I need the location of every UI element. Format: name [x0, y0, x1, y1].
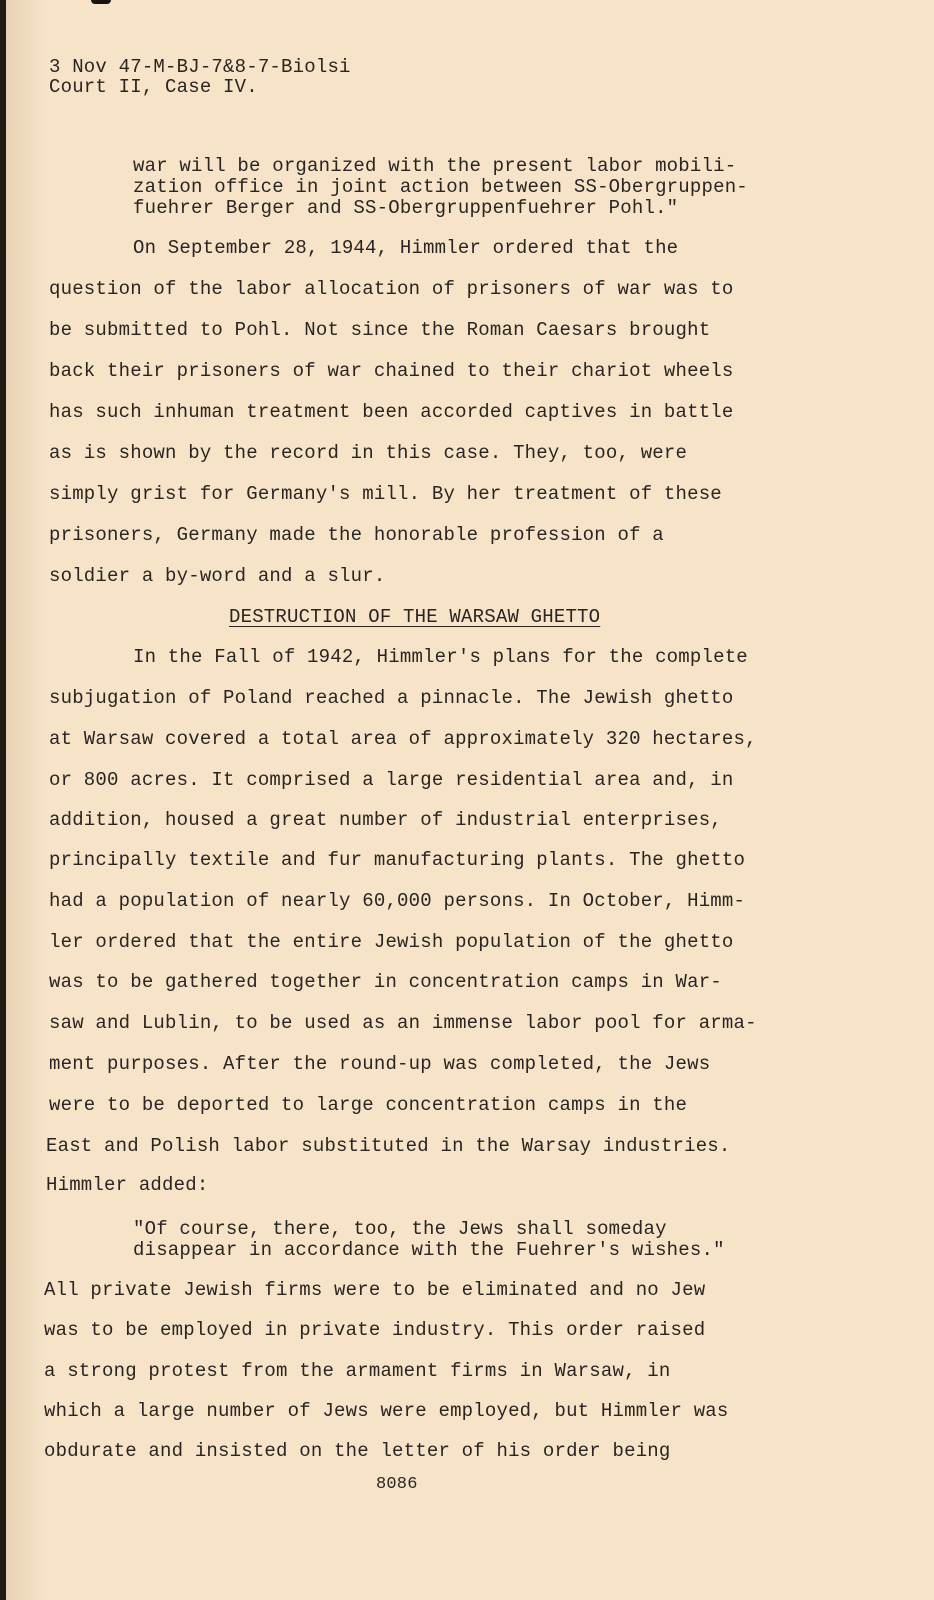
paragraph-2-line: had a population of nearly 60,000 persons. In October, Himm-	[49, 890, 746, 912]
header-line-2: Court II, Case IV.	[49, 76, 258, 98]
paragraph-2-line: was to be gathered together in concentration camps in War-	[49, 971, 722, 993]
paragraph-1-line: simply grist for Germany's mill. By her treatment of these	[49, 483, 722, 505]
paragraph-2-line: were to be deported to large concentration camps in the	[49, 1094, 688, 1116]
paragraph-1-line: On September 28, 1944, Himmler ordered that the	[133, 237, 679, 259]
paragraph-2-line: East and Polish labor substituted in the Warsay industries.	[46, 1135, 731, 1157]
paragraph-2-line: ment purposes. After the round-up was completed, the Jews	[49, 1053, 711, 1075]
quote-2-line: disappear in accordance with the Fuehrer's wishes."	[133, 1239, 725, 1261]
paragraph-1-line: be submitted to Pohl. Not since the Roman Caesars brought	[49, 319, 711, 341]
section-heading: DESTRUCTION OF THE WARSAW GHETTO	[229, 606, 601, 628]
paragraph-2-line: at Warsaw covered a total area of approximately 320 hectares,	[49, 728, 757, 750]
paragraph-2-line: subjugation of Poland reached a pinnacle. The Jewish ghetto	[49, 687, 734, 709]
paragraph-3-line: a strong protest from the armament firms in Warsaw, in	[44, 1360, 671, 1382]
paragraph-2-line: addition, housed a great number of industrial enterprises,	[49, 809, 722, 831]
paragraph-3-line: obdurate and insisted on the letter of his order being	[44, 1440, 671, 1462]
paragraph-1-line: as is shown by the record in this case. They, too, were	[49, 442, 688, 464]
paragraph-2-line: Himmler added:	[46, 1174, 209, 1196]
header-line-1: 3 Nov 47-M-BJ-7&8-7-Biolsi	[49, 56, 351, 78]
paragraph-2-line: saw and Lublin, to be used as an immense labor pool for arma-	[49, 1012, 757, 1034]
paragraph-3-line: which a large number of Jews were employed, but Himmler was	[44, 1400, 729, 1422]
paragraph-3-line: All private Jewish firms were to be eliminated and no Jew	[44, 1279, 706, 1301]
document-page	[6, 0, 934, 1600]
quote-1-line: fuehrer Berger and SS-Obergruppenfuehrer Pohl."	[133, 197, 679, 219]
paragraph-1-line: soldier a by-word and a slur.	[49, 565, 386, 587]
quote-1-line: zation office in joint action between SS-Obergruppen-	[133, 176, 748, 198]
paragraph-1-line: has such inhuman treatment been accorded captives in battle	[49, 401, 734, 423]
paragraph-2-line: ler ordered that the entire Jewish population of the ghetto	[49, 931, 734, 953]
paragraph-3-line: was to be employed in private industry. This order raised	[44, 1319, 706, 1341]
paragraph-2-line: In the Fall of 1942, Himmler's plans for the complete	[133, 646, 748, 668]
paragraph-1-line: prisoners, Germany made the honorable profession of a	[49, 524, 664, 546]
paragraph-1-line: back their prisoners of war chained to their chariot wheels	[49, 360, 734, 382]
paragraph-1-line: question of the labor allocation of prisoners of war was to	[49, 278, 734, 300]
quote-2-line: "Of course, there, too, the Jews shall someday	[133, 1218, 667, 1240]
paragraph-2-line: principally textile and fur manufacturing plants. The ghetto	[49, 849, 746, 871]
paragraph-2-line: or 800 acres. It comprised a large residential area and, in	[49, 769, 734, 791]
page-number: 8086	[376, 1475, 418, 1494]
punch-mark	[91, 0, 111, 4]
quote-1-line: war will be organized with the present labor mobili-	[133, 155, 737, 177]
